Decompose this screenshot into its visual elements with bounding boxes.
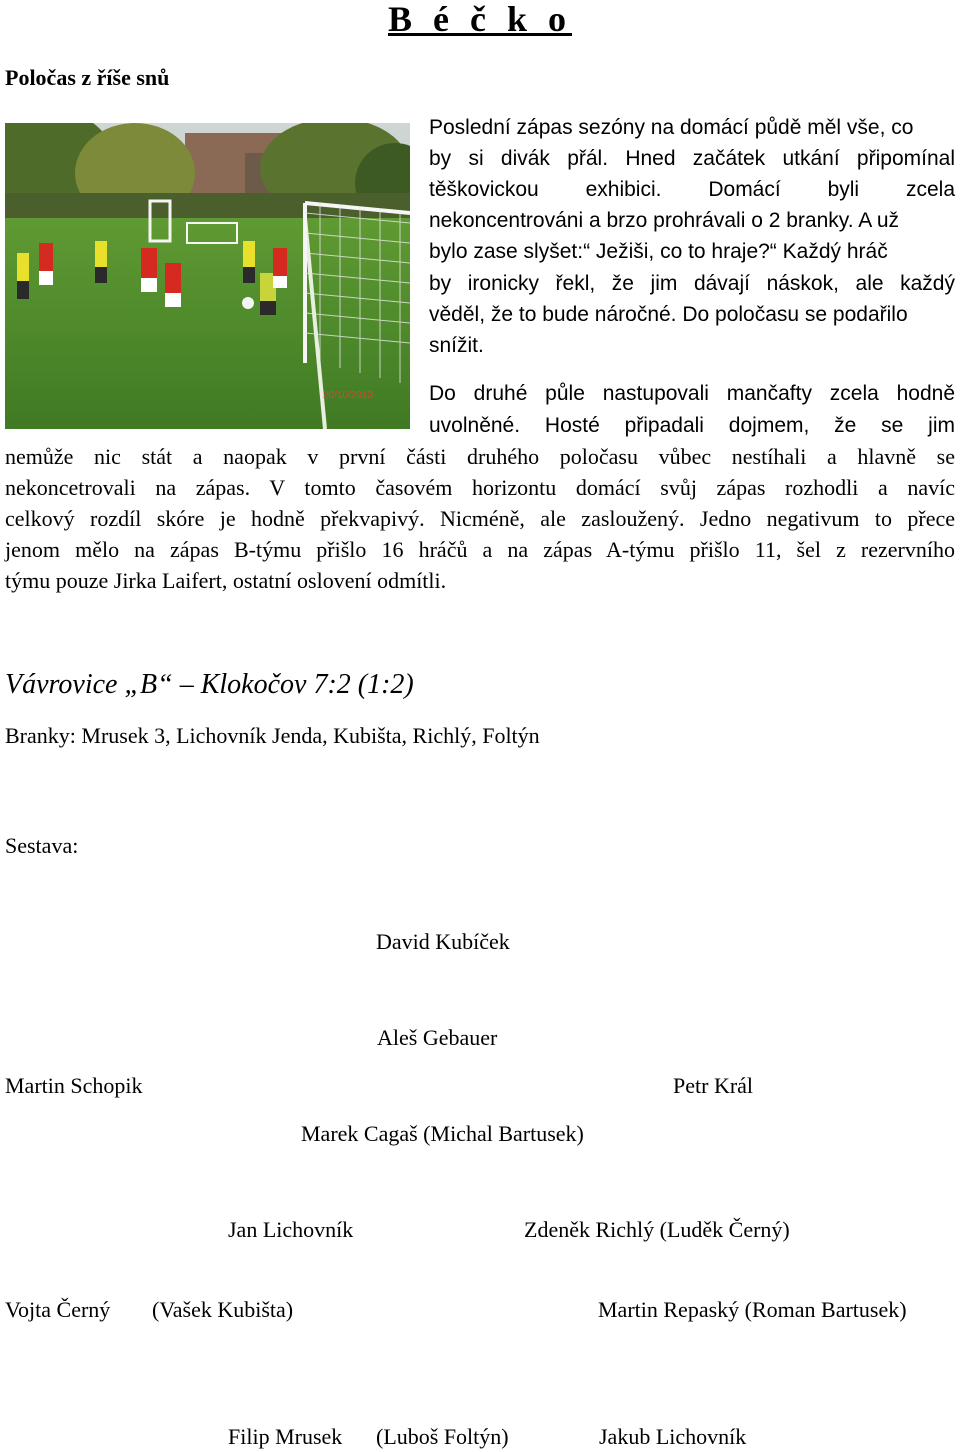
article-line: snížit. — [429, 334, 484, 357]
player-forward: Filip Mrusek — [228, 1424, 343, 1449]
player-substitute: (Luboš Foltýn) — [376, 1424, 509, 1449]
player-winger: Vojta Černý — [5, 1297, 111, 1322]
player-midfielder: Zdeněk Richlý (Luděk Černý) — [524, 1217, 790, 1242]
article-line: by ironicky řekl, že jim dávají náskok, ale každý — [429, 272, 955, 295]
page-title: B é č k o — [388, 0, 572, 39]
article-line: nekoncentrováni a brzo prohrávali o 2 branky. A už — [429, 209, 900, 232]
lineup-label: Sestava: — [5, 833, 79, 858]
player-forward: Jakub Lichovník — [599, 1424, 747, 1449]
player-defender: Petr Král — [673, 1073, 754, 1098]
article-line: bylo zase slyšet:“ Ježiši, co to hraje?“ Každý hráč — [429, 240, 888, 263]
player-winger: Martin Repaský (Roman Bartusek) — [598, 1297, 907, 1322]
article-line: uvolněné. Hosté připadali dojmem, že se jim — [429, 414, 955, 437]
photo-date-stamp: 20/10/2013 — [323, 390, 374, 401]
player-defender: Aleš Gebauer — [377, 1025, 498, 1050]
player-defender: Martin Schopik — [5, 1073, 143, 1098]
article-line: by si divák přál. Hned začátek utkání připomínal — [429, 147, 955, 170]
article-line: těškovickou exhibici. Domácí byli zcela — [429, 178, 955, 201]
article-line: Do druhé půle nastupovali mančafty zcela hodně — [429, 382, 955, 405]
match-photo — [5, 123, 410, 429]
article-line: nemůže nic stát a naopak v první části druhého poločasu vůbec nestíhali a hlavně se — [5, 444, 955, 469]
article-line: věděl, že to bude náročné. Do poločasu se podařilo — [429, 303, 908, 326]
football-match-photo-icon — [5, 123, 410, 429]
player-substitute: (Vašek Kubišta) — [152, 1297, 294, 1322]
player-midfielder: Jan Lichovník — [228, 1217, 354, 1242]
article-line: Poslední zápas sezóny na domácí půdě měl vše, co — [429, 116, 914, 139]
article-line: nekoncetrovali na zápas. V tomto časovém horizontu domácí svůj zápas rozhodli a navíc — [5, 475, 955, 500]
article-line: jenom mělo na zápas B-týmu přišlo 16 hráčů a na zápas A-týmu přišlo 11, šel z rezervního — [5, 537, 955, 562]
match-result: Vávrovice „B“ – Klokočov 7:2 (1:2) — [5, 669, 414, 700]
article-line: celkový rozdíl skóre je hodně překvapivý. Nicméně, ale zasloužený. Jedno negativum to přece — [5, 506, 955, 531]
player-defender: Marek Cagaš (Michal Bartusek) — [301, 1121, 584, 1146]
article-headline: Poločas z říše snů — [5, 65, 170, 90]
article-line: týmu pouze Jirka Laifert, ostatní oslovení odmítli. — [5, 568, 447, 593]
player-goalkeeper: David Kubíček — [376, 929, 510, 954]
goal-scorers: Branky: Mrusek 3, Lichovník Jenda, Kubišta, Richlý, Foltýn — [5, 723, 540, 748]
